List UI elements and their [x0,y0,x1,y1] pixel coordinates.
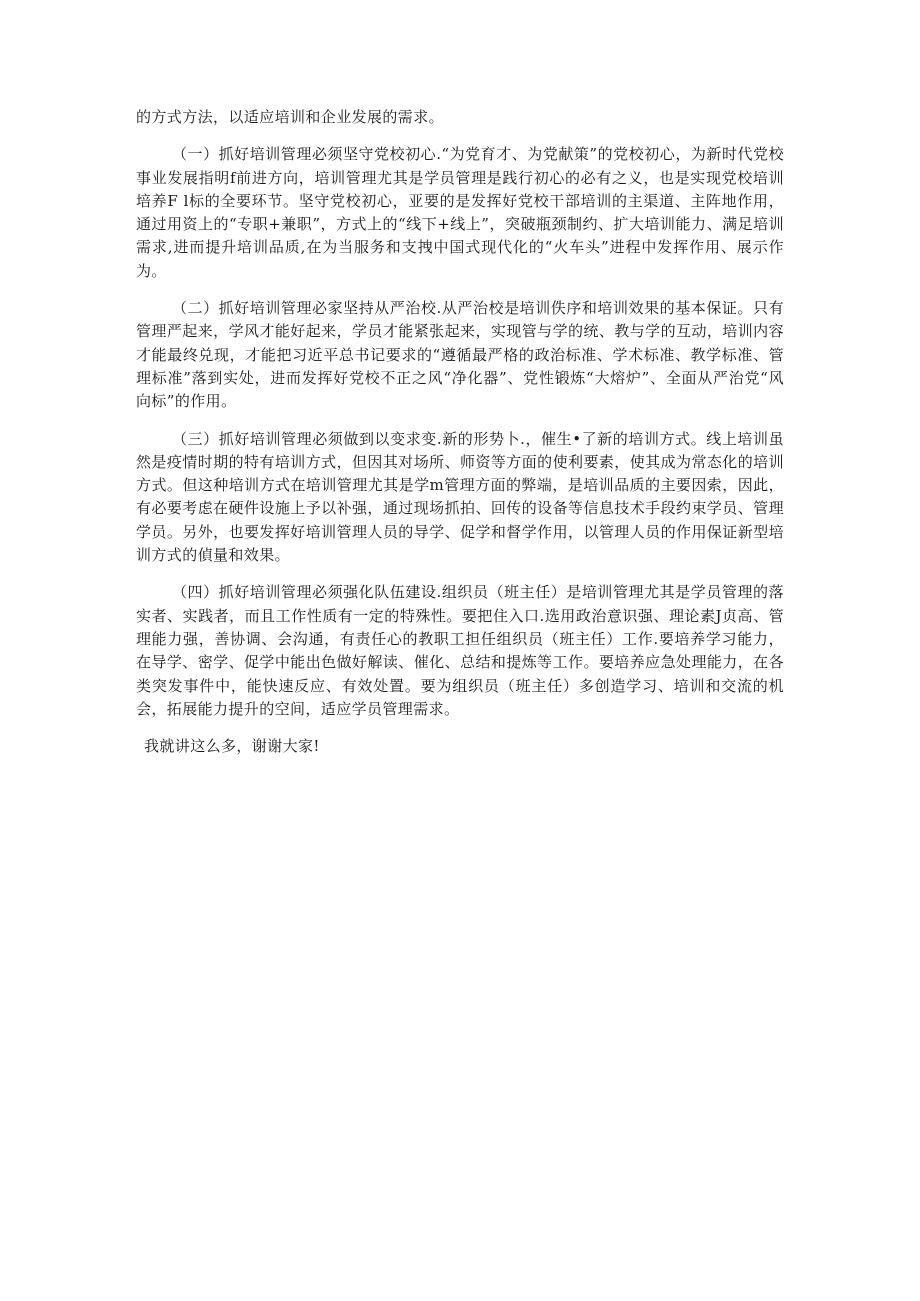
closing-remark: 我就讲这么多，谢谢大家! [144,737,320,756]
document-body [136,106,784,772]
paragraph-two: （二）抓好培训管理必家坚持从严治校.从严治校是培训佚序和培训效果的基本保证。只有管理严起来，学风才能好起来，学员才能紧张起来，实现管与学的统、教与学的互动，培训内容才能最终兑现，才能把习近平总书记要求的“遵循最严格的政治标准、学术标准、教学标准、管理标准”落到实处，进而发挥好党校不正之风“净化器”、党性锻炼“大熔炉”、全面从严治党“风向标”的作用。 [136,299,784,411]
paragraph-intro: 的方式方法，以适应培训和企业发展的需求。 [136,108,445,126]
paragraph-one: （一）抓好培训管理必须坚守党校初心.“为党育才、为党献策”的党校初心，为新时代党校事业发展指明f前进方向，培训管理尤其是学员管理是践行初心的必有之义，也是实现党校培训培养F l标的全要环节。坚守党校初心，亚要的是发挥好党校干部培训的主渠道、主阵地作用，通过用资上的“专职+兼职”，方式上的“线下+线上”，突破瓶颈制约、扩大培训能力、满足培训需求,进而提升培训品质,在为当服务和支拽中国式现代化的“火车头”进程中发挥作用、展示作为。 [136,145,784,280]
paragraph-four: （四）抓好培训管理必须强化队伍建设.组织员（班主任）是培训管理尤其是学员管理的落实者、实践者，而且工作性质有一定的特殊性。要把住入口.选用政治意识强、理论素J贞高、管理能力强，善协调、会沟通，有责任心的教职工担任组织员（班主任）工作.要培养学习能力，在导学、密学、促学中能出色做好解读、催化、总结和提炼等工作。要培养应急处理能力，在各类突发事件中，能快速反应、有效处置。要为组织员（班主任）多创造学习、培训和交流的机会，拓展能力提升的空间，适应学员管理需求。 [136,583,784,718]
paragraph-three: （三）抓好培训管理必须做到以变求变.新的形势卜.，催生•了新的培训方式。线上培训虽然是疫情时期的特有培训方式，但因其对场所、师资等方面的使利要素，使其成为常态化的培训方式。但这种培训方式在培训管理尤其是学m管理方面的弊端，是培训品质的主要因索，因此，有必要考虑在硬件设施上予以补强，通过现场抓拍、回传的设备等信息技术手段约束学员、管理学员。另外，也要发挥好培训管理人员的导学、促学和督学作用，以管理人员的作用保证新型培训方式的偵量和效果。 [136,429,784,565]
